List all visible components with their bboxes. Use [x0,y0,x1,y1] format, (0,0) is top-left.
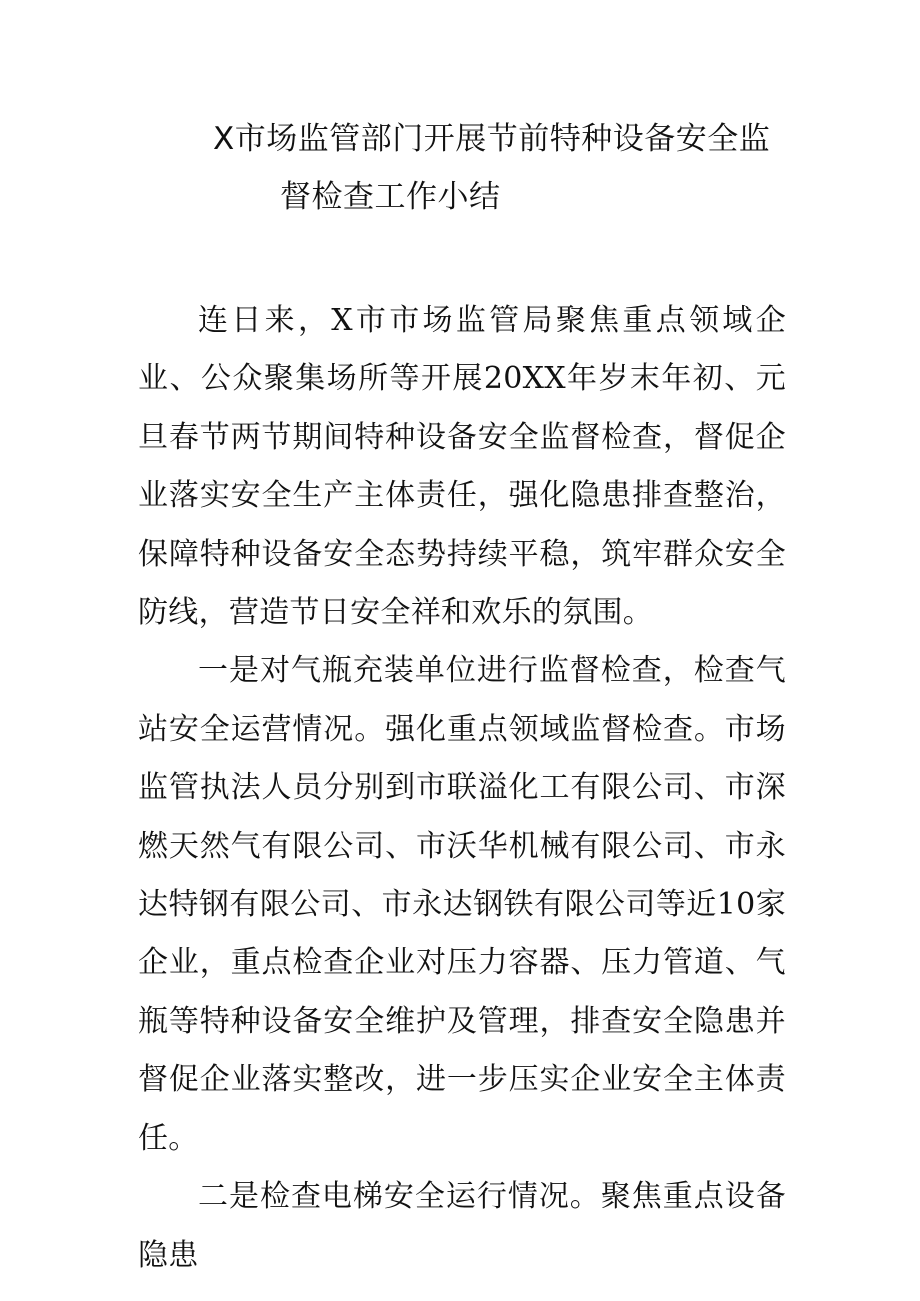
title-line-1: X市场监管部门开展节前特种设备安全监 [213,121,771,157]
title-line-2: 督检查工作小结 [280,179,501,215]
paragraph-intro: 连日来，X市市场监管局聚焦重点领域企业、公众聚集场所等开展20XX年岁末年初、元旦春节两节期间特种设备安全监督检查，督促企业落实安全生产主体责任，强化隐患排查整治，保障特种设备安全态势持续平稳，筑牢群众安全防线，营造节日安全祥和欢乐的氛围。 [138,303,786,631]
paragraph-elevator-inspection: 二是检查电梯安全运行情况。聚焦重点设备隐患 [138,1179,786,1273]
document-body [138,292,786,1285]
paragraph-gas-cylinder-inspection: 一是对气瓶充装单位进行监督检查，检查气站安全运营情况。强化重点领域监督检查。市场监管执法人员分别到市联溢化工有限公司、市深燃天然气有限公司、市沃华机械有限公司、市永达特钢有限公司、市永达钢铁有限公司等近10家企业，重点检查企业对压力容器、压力管道、气瓶等特种设备安全维护及管理，排查安全隐患并督促企业落实整改，进一步压实企业安全主体责任。 [138,653,786,1156]
